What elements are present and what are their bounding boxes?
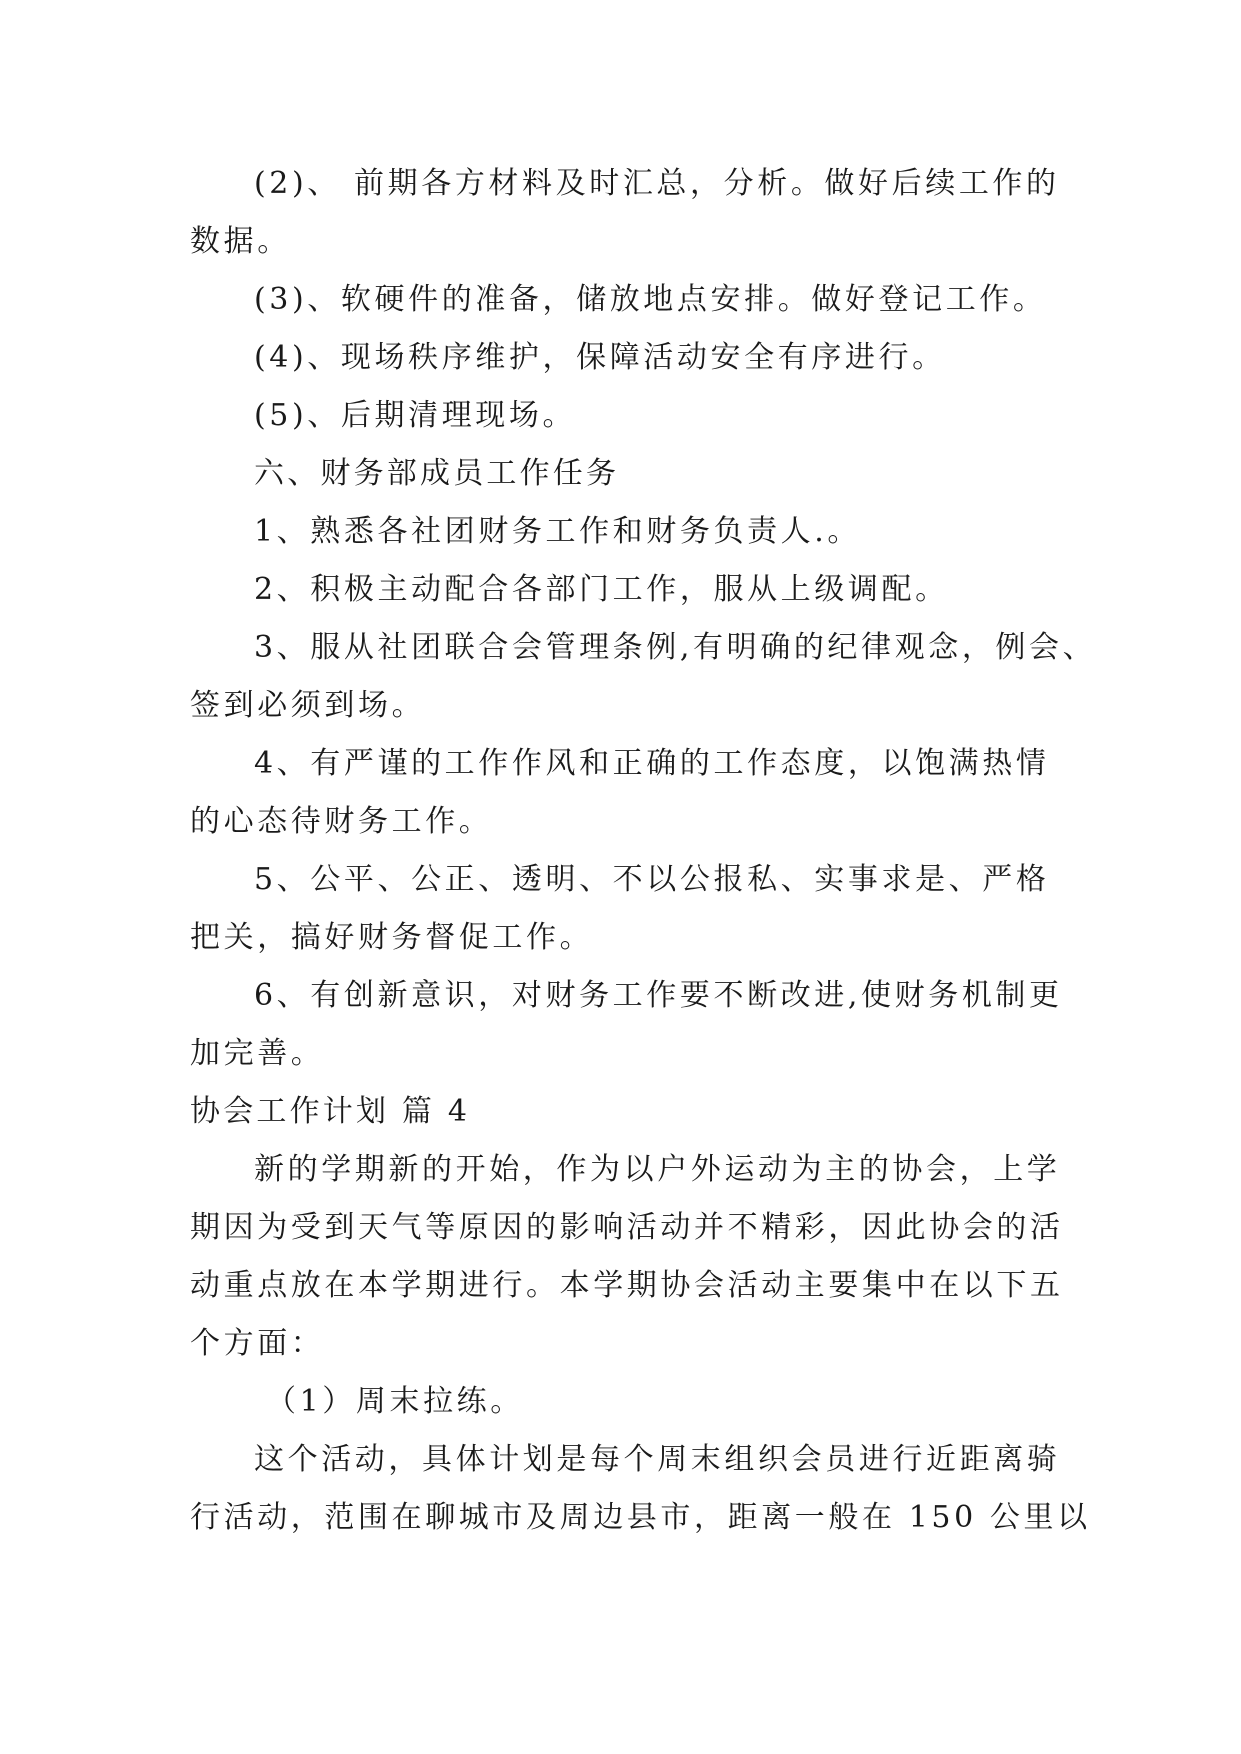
- list-item-5: (5)、后期清理现场。: [254, 398, 577, 433]
- finance-task-1: 1、熟悉各社团财务工作和财务负责人.。: [254, 514, 862, 549]
- intro-paragraph-line: 新的学期新的开始，作为以户外运动为主的协会，上学: [254, 1152, 1061, 1187]
- list-item-4: (4)、现场秩序维护，保障活动安全有序进行。: [254, 340, 946, 375]
- intro-paragraph-line: 期因为受到天气等原因的影响活动并不精彩，因此协会的活: [190, 1210, 1064, 1245]
- finance-task-4: 4、有严谨的工作作风和正确的工作态度，以饱满热情: [254, 746, 1050, 781]
- document-body: [190, 155, 1097, 1547]
- list-item-3: (3)、软硬件的准备，储放地点安排。做好登记工作。: [254, 282, 1047, 317]
- finance-task-3-continued: 签到必须到场。: [190, 688, 426, 723]
- activity-heading-1: （1）周末拉练。: [266, 1384, 524, 1419]
- finance-task-6-continued: 加完善。: [190, 1036, 325, 1071]
- finance-task-5: 5、公平、公正、透明、不以公报私、实事求是、严格: [254, 862, 1050, 897]
- intro-paragraph-line: 个方面：: [190, 1326, 325, 1361]
- finance-task-6: 6、有创新意识，对财务工作要不断改进,使财务机制更: [254, 978, 1063, 1013]
- list-item-2: (2)、 前期各方材料及时汇总，分析。做好后续工作的: [254, 166, 1060, 201]
- article-title: 协会工作计划 篇 4: [190, 1094, 471, 1129]
- finance-task-4-continued: 的心态待财务工作。: [190, 804, 493, 839]
- intro-paragraph-line: 动重点放在本学期进行。本学期协会活动主要集中在以下五: [190, 1268, 1064, 1303]
- finance-task-2: 2、积极主动配合各部门工作，服从上级调配。: [254, 572, 949, 607]
- finance-task-3: 3、服从社团联合会管理条例,有明确的纪律观念，例会、: [254, 630, 1097, 665]
- section-heading-finance: 六、财务部成员工作任务: [254, 456, 620, 491]
- activity-paragraph-line: 行活动，范围在聊城市及周边县市，距离一般在 150 公里以: [190, 1500, 1091, 1535]
- list-item-2-continued: 数据。: [190, 224, 291, 259]
- activity-paragraph-line: 这个活动，具体计划是每个周末组织会员进行近距离骑: [254, 1442, 1061, 1477]
- finance-task-5-continued: 把关，搞好财务督促工作。: [190, 920, 594, 955]
